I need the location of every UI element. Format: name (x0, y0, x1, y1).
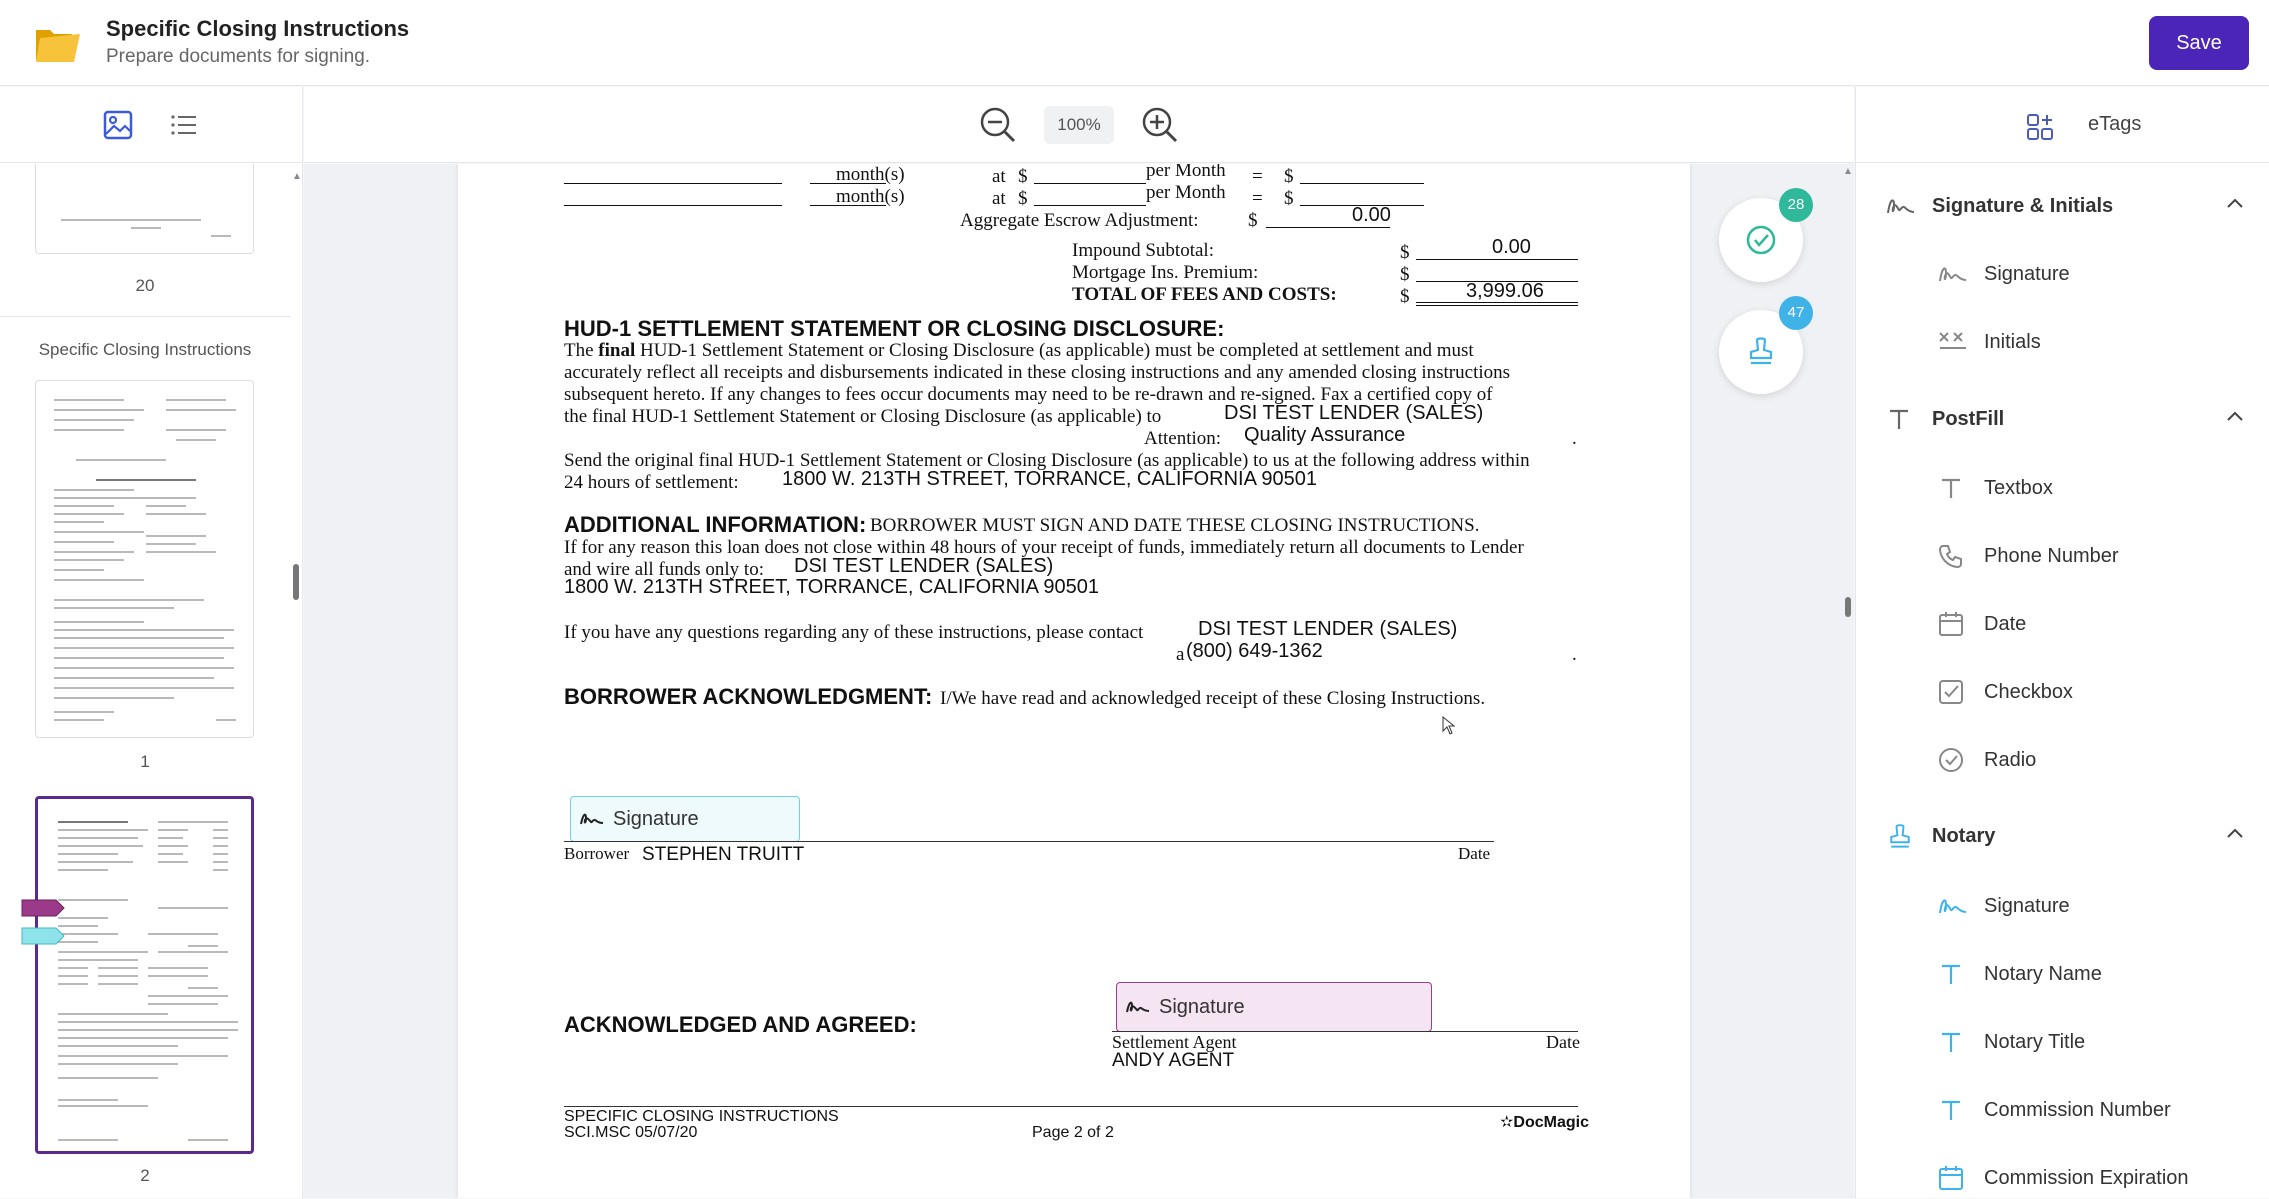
group-title: Notary (1932, 825, 1996, 847)
etag-item-commission-expiration[interactable] (1856, 1159, 2269, 1199)
doc-text: Send the original final HUD-1 Settlement Statement or Closing Disclosure (as applicable) to us at the following address within (564, 450, 1530, 471)
doc-text: final (598, 340, 636, 361)
group-postfill[interactable] (1856, 400, 2269, 440)
chevron-up-icon[interactable] (2226, 827, 2244, 839)
section-heading: ADDITIONAL INFORMATION: (564, 512, 867, 537)
document-viewer (304, 164, 1854, 1198)
doc-text: = (1252, 188, 1263, 209)
etags-title: eTags (2088, 113, 2142, 135)
list-view-icon[interactable] (168, 109, 200, 141)
settlement-agent-signature-field[interactable] (1116, 982, 1432, 1032)
doc-text: Settlement Agent (1112, 1032, 1237, 1052)
signature-icon (1938, 261, 1968, 287)
group-notary[interactable] (1856, 817, 2269, 857)
thumbnail-number: 2 (140, 1166, 150, 1185)
doc-text: month(s) (836, 186, 905, 207)
notary-count-badge: 47 (1779, 296, 1813, 330)
doc-text: at (992, 166, 1006, 187)
etag-item-signature[interactable] (1856, 255, 2269, 295)
group-signature-initials[interactable] (1856, 187, 2269, 227)
doc-text: the final HUD-1 Settlement Statement or Closing Disclosure (as applicable) to (564, 406, 1162, 427)
page-thumbnail-2[interactable] (35, 796, 254, 1154)
agent-name: ANDY AGENT (1112, 1050, 1235, 1071)
doc-text: HUD-1 Settlement Statement or Closing Disclosure (as applicable) must be completed at settlement and must (640, 340, 1474, 361)
page-thumbnail-1[interactable] (35, 380, 254, 738)
doc-text: If you have any questions regarding any of these instructions, please contact (564, 622, 1144, 643)
borrower-signature-field[interactable] (570, 796, 800, 842)
signature-icon (1125, 998, 1151, 1016)
chevron-up-icon[interactable] (2226, 410, 2244, 422)
doc-text: $ (1018, 166, 1028, 187)
zoom-level[interactable]: 100% (1044, 106, 1114, 144)
signature-icon (1938, 893, 1968, 919)
aggregate-value: 0.00 (1352, 204, 1391, 226)
etag-item-textbox[interactable] (1856, 469, 2269, 509)
thumbnail-number: 20 (135, 276, 155, 295)
etag-label: Notary Name (1984, 963, 2102, 985)
doc-text: $ (1400, 242, 1410, 263)
document-section-label: Specific Closing Instructions (38, 340, 252, 359)
etag-label: Notary Title (1984, 1031, 2086, 1053)
footer-brand: ✫DocMagic (1500, 1114, 1589, 1131)
chevron-up-icon[interactable] (2226, 197, 2244, 209)
borrower-name: STEPHEN TRUITT (642, 844, 805, 865)
etag-item-notary-name[interactable] (1856, 955, 2269, 995)
doc-text: 24 hours of settlement: (564, 472, 739, 493)
document-page (458, 164, 1690, 1198)
etag-item-initials[interactable] (1856, 323, 2269, 363)
initials-icon (1938, 329, 1968, 355)
etag-item-notary-signature[interactable] (1856, 887, 2269, 927)
doc-text: Date (1546, 1032, 1580, 1052)
mouse-cursor-icon (1442, 716, 1456, 736)
doc-text: Mortgage Ins. Premium: (1072, 262, 1259, 283)
save-button[interactable]: Save (2149, 16, 2249, 70)
zoom-out-icon[interactable] (976, 103, 1020, 147)
doc-text: Date (1458, 844, 1491, 863)
etags-header (1856, 87, 2269, 163)
doc-text: BORROWER MUST SIGN AND DATE THESE CLOSING INSTRUCTIONS. (870, 515, 1480, 536)
page-title: Specific Closing Instructions (106, 16, 410, 41)
footer-code: SCI.MSC 05/07/20 (564, 1124, 698, 1141)
phone-icon (1938, 543, 1964, 569)
etag-label: Phone Number (1984, 545, 2119, 567)
doc-text: = (1252, 166, 1263, 187)
text-icon (1938, 1097, 1964, 1123)
doc-text: $ (1400, 264, 1410, 285)
document-toolbar (304, 87, 1854, 163)
zoom-in-icon[interactable] (1138, 103, 1182, 147)
doc-text: Impound Subtotal: (1072, 240, 1214, 261)
impound-value: 0.00 (1492, 236, 1531, 258)
wire-lender-name: DSI TEST LENDER (SALES) (794, 555, 1054, 577)
text-icon (1938, 1029, 1964, 1055)
check-circle-icon (1745, 224, 1777, 256)
etags-icon (2026, 113, 2054, 141)
doc-text: Aggregate Escrow Adjustment: (960, 210, 1199, 231)
doc-text: per Month (1146, 164, 1226, 181)
contact-lender-name: DSI TEST LENDER (SALES) (1198, 618, 1458, 640)
etag-item-notary-title[interactable] (1856, 1023, 2269, 1063)
etag-item-date[interactable] (1856, 605, 2269, 645)
doc-text: Attention: (1144, 428, 1222, 449)
calendar-icon (1938, 611, 1964, 637)
etag-label: Checkbox (1984, 681, 2073, 703)
text-icon (1938, 475, 1964, 501)
etag-label: Radio (1984, 749, 2037, 771)
doc-text: per Month (1146, 182, 1226, 203)
doc-text: I/We have read and acknowledged receipt of these Closing Instructions. (940, 688, 1486, 709)
doc-text: accurately reflect all receipts and disbursements indicated in these closing instructions and any amended closing instructions (564, 362, 1511, 383)
image-view-icon[interactable] (102, 109, 134, 141)
footer-brand-text: DocMagic (1513, 1114, 1589, 1131)
attention-value: Quality Assurance (1244, 424, 1406, 446)
text-icon (1886, 406, 1912, 432)
etag-item-checkbox[interactable] (1856, 673, 2269, 713)
completed-count-badge: 28 (1779, 188, 1813, 222)
footer-page: Page 2 of 2 (1032, 1124, 1114, 1141)
checkbox-icon (1938, 679, 1964, 705)
doc-text: . (1572, 428, 1577, 449)
lender-name: DSI TEST LENDER (SALES) (1224, 402, 1484, 424)
doc-text: If for any reason this loan does not close within 48 hours of your receipt of funds, immediately return all documents to Lender (564, 537, 1524, 558)
doc-text: and wire all funds only to: (564, 559, 764, 580)
thumbnail-list (0, 164, 290, 1198)
signature-icon (1886, 193, 1916, 219)
stamp-icon (1886, 823, 1914, 851)
lender-address: 1800 W. 213TH STREET, TORRANCE, CALIFORNIA 90501 (782, 468, 1318, 490)
radio-icon (1938, 747, 1964, 773)
doc-text: subsequent hereto. If any changes to fees occur documents may need to be re-drawn and re-signed. Fax a certified copy of (564, 384, 1493, 405)
doc-text: Borrower (564, 844, 630, 863)
total-value: 3,999.06 (1466, 280, 1544, 302)
thumbnail-tag-markers (20, 898, 68, 954)
etag-item-commission-number[interactable] (1856, 1091, 2269, 1131)
stamp-icon (1745, 336, 1777, 368)
app-header (0, 0, 2269, 86)
folder-icon (32, 20, 82, 66)
etag-label: Signature (1984, 895, 2070, 917)
doc-text: at (992, 188, 1006, 209)
page-thumbnail-sidebar (0, 87, 303, 1198)
sidebar-scrollbar[interactable] (293, 564, 299, 600)
signature-field-label: Signature (613, 807, 699, 830)
sidebar-tabs (0, 87, 303, 163)
doc-text: $ (1284, 188, 1294, 209)
calendar-icon (1938, 1165, 1964, 1191)
group-title: Signature & Initials (1932, 195, 2114, 217)
etag-label: Commission Expiration (1984, 1167, 2189, 1189)
wire-address: 1800 W. 213TH STREET, TORRANCE, CALIFORNIA 90501 (564, 576, 1100, 598)
doc-text: TOTAL OF FEES AND COSTS: (1072, 284, 1337, 305)
group-title: PostFill (1932, 408, 2005, 430)
text-icon (1938, 961, 1964, 987)
scroll-up-arrow[interactable]: ▲ (1843, 166, 1853, 177)
etag-label: Signature (1984, 263, 2070, 285)
section-heading: BORROWER ACKNOWLEDGMENT: (564, 684, 933, 709)
etag-label: Date (1984, 613, 2027, 635)
page-thumbnail-prev[interactable] (35, 164, 254, 254)
doc-text: a (1176, 644, 1185, 665)
etag-label: Initials (1984, 331, 2041, 353)
doc-text: $ (1018, 188, 1028, 209)
doc-text: $ (1284, 166, 1294, 187)
etags-panel (1855, 87, 2269, 1198)
section-heading: ACKNOWLEDGED AND AGREED: (564, 1012, 917, 1037)
page-subtitle: Prepare documents for signing. (106, 46, 371, 67)
doc-text: The (564, 340, 594, 361)
doc-text: month(s) (836, 164, 905, 185)
signature-icon (579, 810, 605, 828)
doc-text: $ (1400, 286, 1410, 307)
thumbnail-number: 1 (140, 752, 150, 771)
document-scrollbar[interactable] (1845, 597, 1851, 617)
section-heading: HUD-1 SETTLEMENT STATEMENT OR CLOSING DISCLOSURE: (564, 316, 1225, 341)
footer-title: SPECIFIC CLOSING INSTRUCTIONS (564, 1108, 839, 1125)
etag-label: Commission Number (1984, 1099, 2171, 1121)
scroll-up-arrow[interactable]: ▲ (292, 171, 302, 182)
etag-item-radio[interactable] (1856, 741, 2269, 781)
contact-phone: (800) 649-1362 (1186, 640, 1323, 662)
doc-text: $ (1248, 210, 1258, 231)
signature-field-label: Signature (1159, 995, 1245, 1018)
etag-label: Textbox (1984, 477, 2053, 499)
etag-item-phone-number[interactable] (1856, 537, 2269, 577)
doc-text: . (1572, 644, 1577, 665)
